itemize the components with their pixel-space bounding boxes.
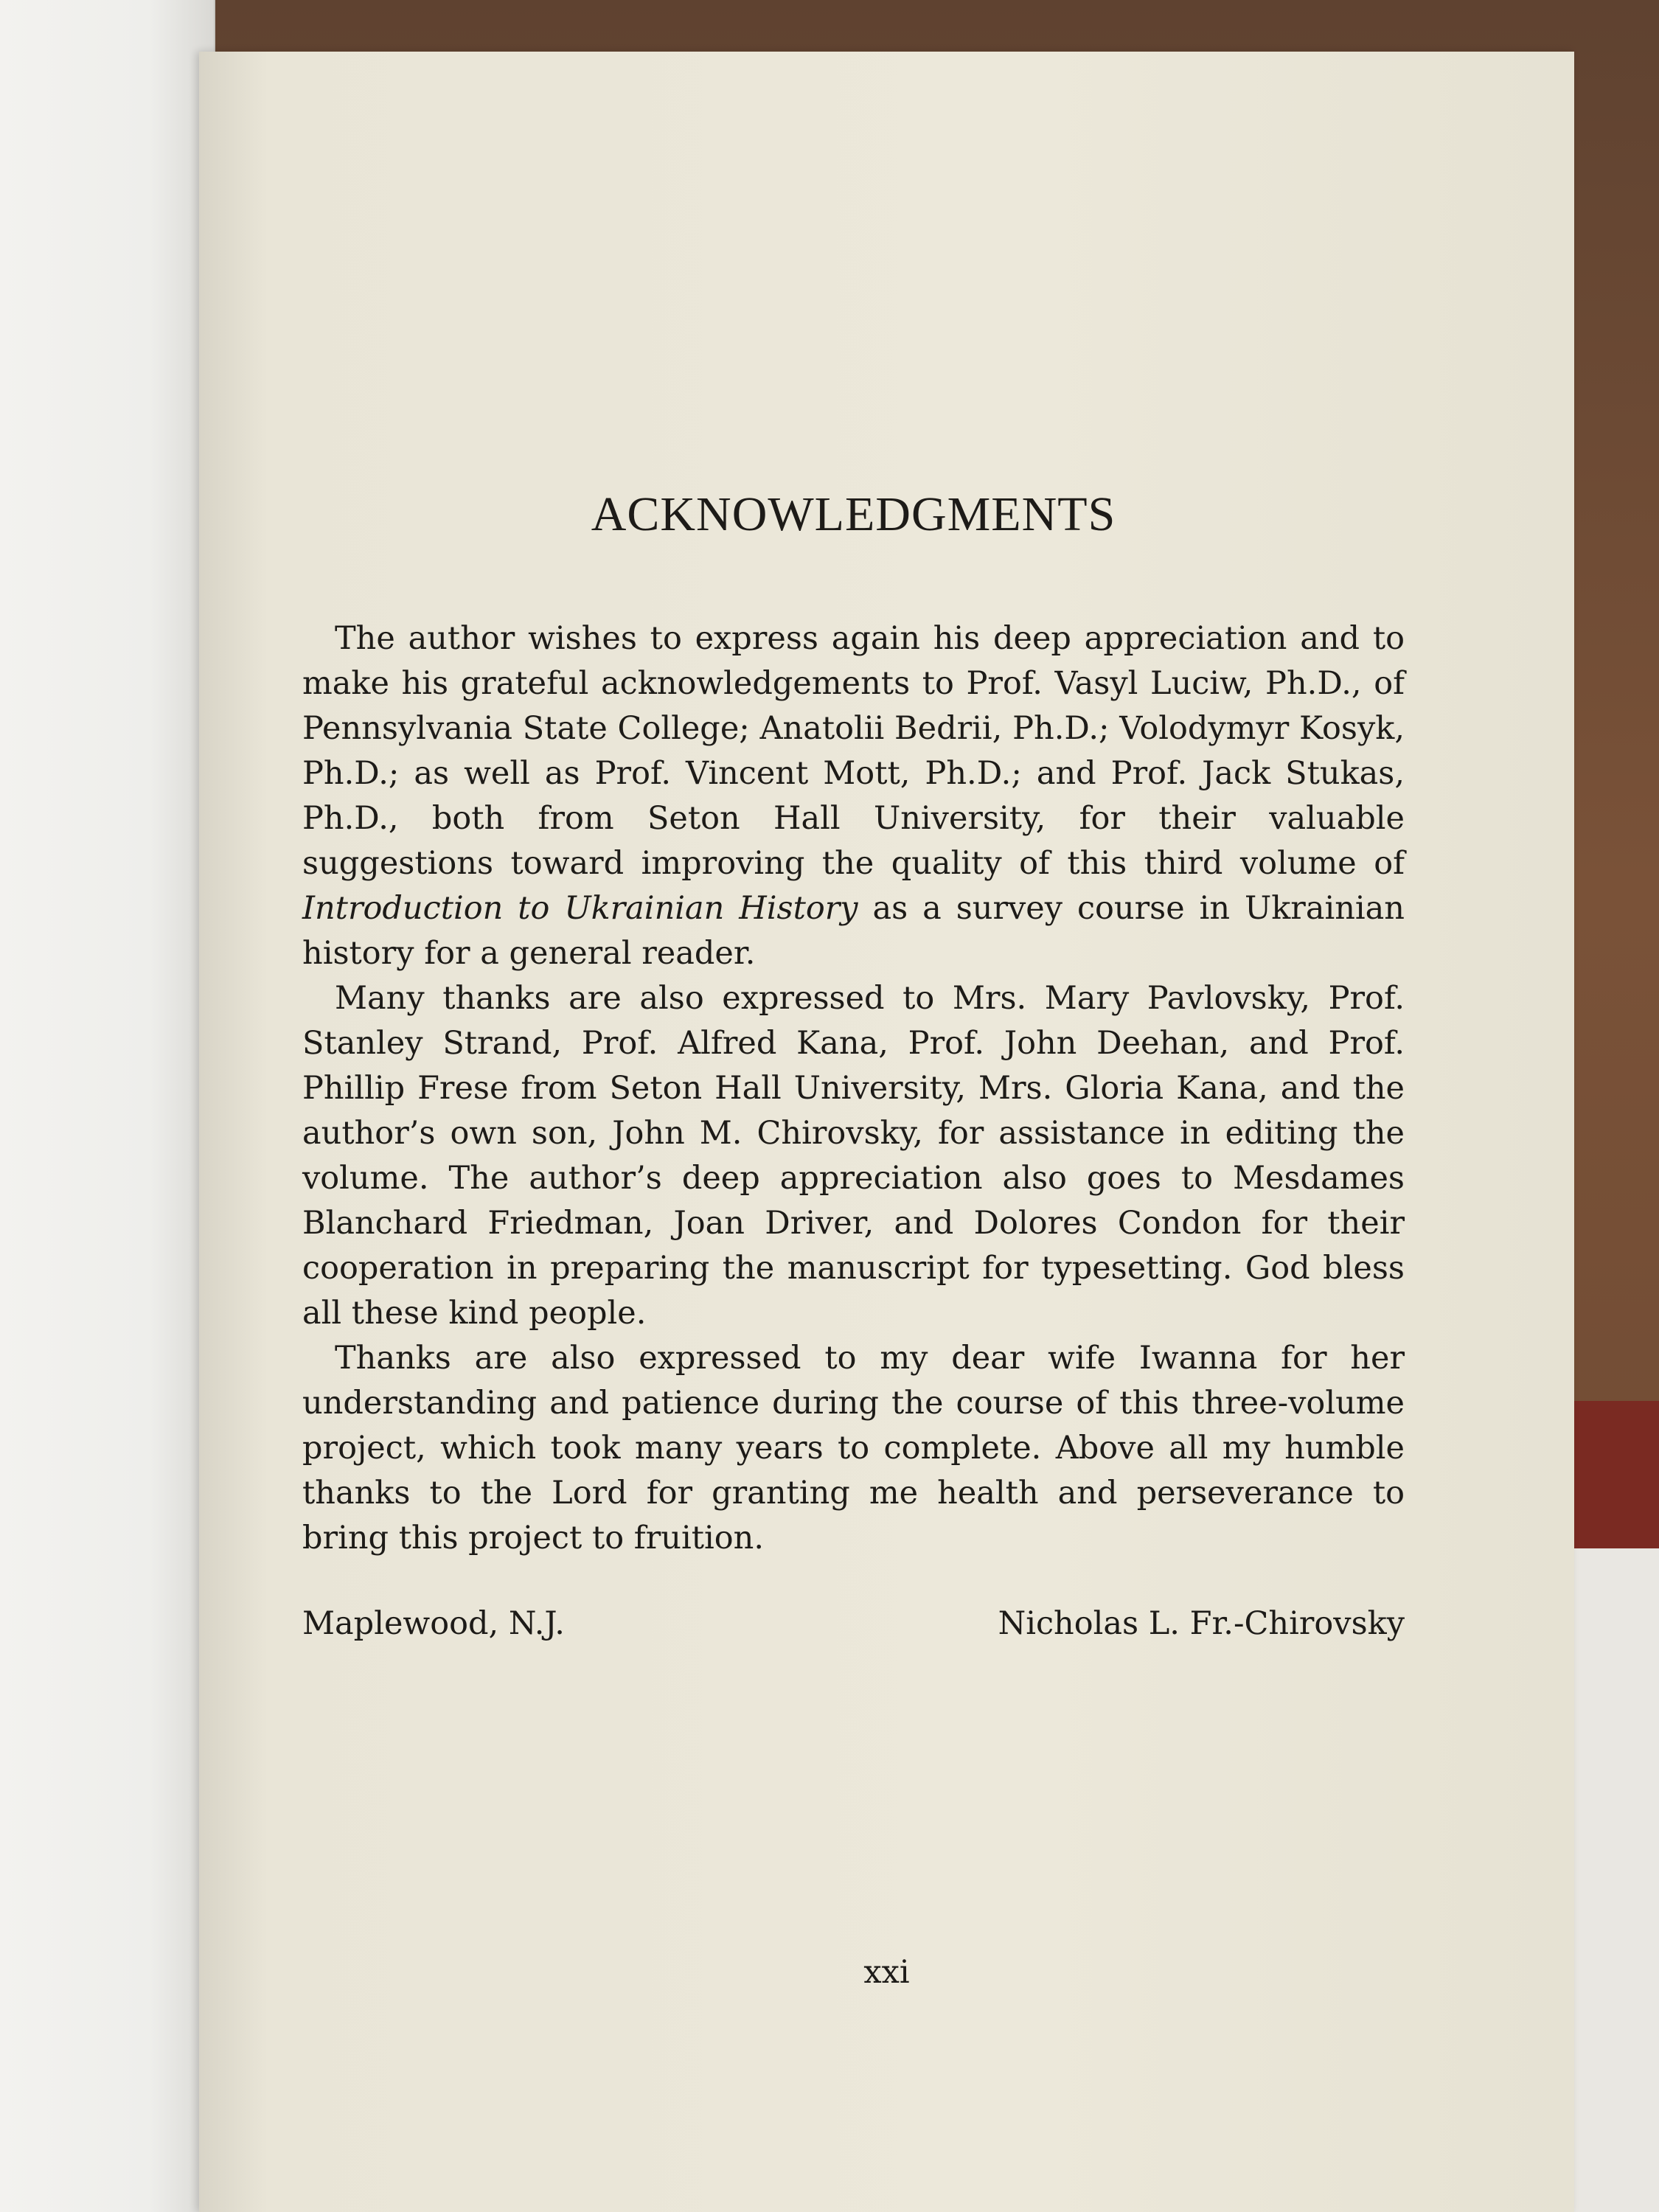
book-page (199, 52, 1574, 2212)
page-number: xxi (863, 1954, 910, 1991)
page-title: ACKNOWLEDGMENTS (591, 487, 1116, 541)
place-signature: Maplewood, N.J. (302, 1605, 565, 1642)
body-text (302, 616, 1405, 1561)
paragraph-3: Thanks are also expressed to my dear wife Iwanna for her understanding and patience during the course of this three-volume project, which took many years to complete. Above all my humble thanks to the Lord for granting me health and perseverance to bring this project to fruition. (302, 1340, 1405, 1557)
paragraph-1-text-a: The author wishes to express again his deep appreciation and to make his grateful acknowledgements to Prof. Vasyl Luciw, Ph.D., of Pennsylvania State College; Anatolii Bedrii, Ph.D.; Volodymyr Kosyk, Ph.D.; as well as Prof. Vincent Mott, Ph.D.; and Prof. Jack Stukas, Ph.D., both from Seton Hall University, for their valuable suggestions toward improving the quality of this third volume of (302, 620, 1405, 882)
paragraph-1 (302, 616, 1405, 976)
left-page (0, 0, 215, 2212)
paragraph-2: Many thanks are also expressed to Mrs. Mary Pavlovsky, Prof. Stanley Strand, Prof. Alfred Kana, Prof. John Deehan, and Prof. Phillip Frese from Seton Hall University, Mrs. Gloria Kana, and the author’s own son, John M. Chirovsky, for assistance in editing the volume. The author’s deep appreciation also goes to Mesdames Blanchard Friedman, Joan Driver, and Dolores Condon for their cooperation in preparing the manuscript for typesetting. God bless all these kind people. (302, 980, 1405, 1332)
signature-row (302, 1605, 1405, 1642)
page-content (302, 435, 1405, 1642)
paragraph-1-text-b: as a survey course in Ukrainian history for a general reader. (302, 890, 1405, 972)
author-signature: Nicholas L. Fr.-Chirovsky (998, 1605, 1405, 1642)
book-title-italic: Introduction to Ukrainian History (302, 890, 858, 927)
